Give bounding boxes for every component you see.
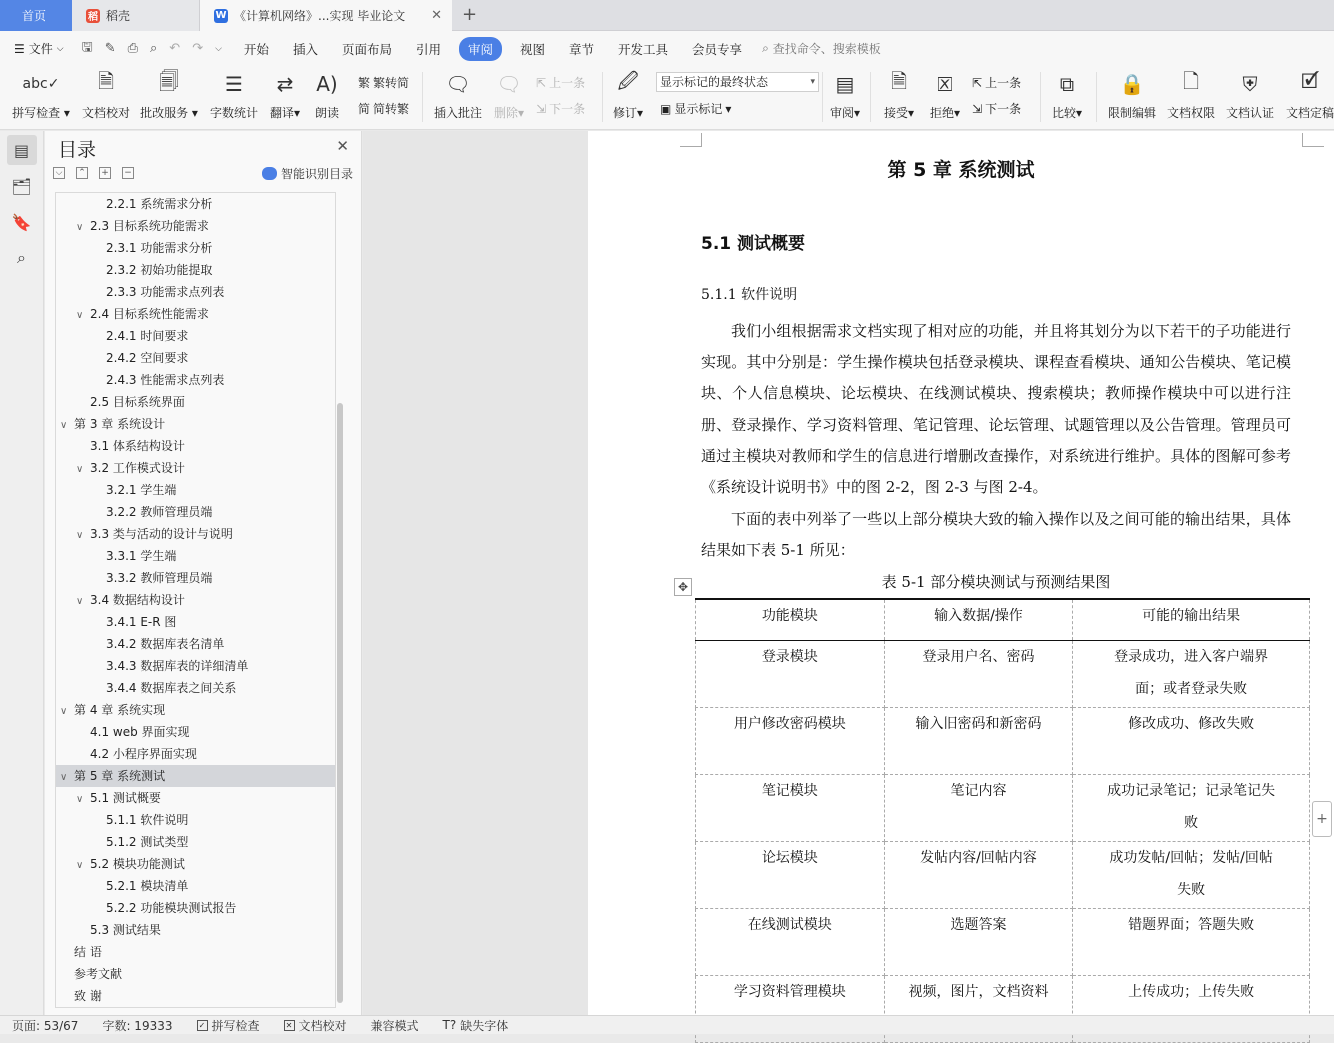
search-icon: ⌕ [762, 41, 769, 55]
doc-proof-button[interactable] [78, 68, 134, 121]
table-header-row [696, 599, 1310, 640]
status-bar [0, 1015, 1334, 1034]
toc-item-label: 2.3.3 功能需求点列表 [106, 285, 225, 299]
prev-comment-button[interactable] [536, 74, 585, 91]
restrict-edit-button[interactable] [1104, 68, 1160, 121]
table-cell: 错题界面；答题失败 [1073, 908, 1310, 975]
menu-review[interactable]: 审阅 [459, 37, 502, 61]
toc-item[interactable] [92, 325, 188, 347]
toc-item[interactable] [92, 281, 224, 303]
prev-change-button[interactable] [972, 74, 1021, 91]
next-comment-label: 下一条 [549, 102, 586, 116]
toc-item-label: 2.5 目标系统界面 [90, 395, 185, 409]
toc-item[interactable] [76, 457, 185, 479]
toc-item-label: 2.4.3 性能需求点列表 [106, 373, 225, 387]
toc-item-label: 3.4.2 数据库表名清单 [106, 637, 225, 651]
toc-item[interactable] [76, 787, 161, 809]
toc-item-label: 2.4.1 时间要求 [106, 329, 189, 343]
table-cell: 学习资料管理模块 [696, 975, 885, 1042]
doc-finalize-button[interactable] [1286, 68, 1334, 121]
compare-label: 比较 [1051, 106, 1076, 120]
chevron-down-icon: ▾ [810, 77, 815, 87]
toc-item[interactable] [92, 237, 212, 259]
ribbon-separator [822, 72, 823, 122]
ribbon-separator [870, 72, 871, 122]
menu-insert[interactable]: 插入 [292, 41, 318, 57]
simp-trad-icon: 简 [358, 102, 371, 116]
smart-toc-label: 智能识别目录 [280, 167, 353, 181]
delete-comment-button[interactable]: 🗨 删除▾ [490, 68, 528, 121]
toc-item-label: 3.4.4 数据库表之间关系 [106, 681, 237, 695]
toc-item[interactable] [92, 655, 248, 677]
doc-auth-button[interactable] [1222, 68, 1278, 121]
toc-item-label: 2.3 目标系统功能需求 [90, 219, 209, 233]
toc-item-label: 3.4 数据结构设计 [90, 593, 185, 607]
hamburger-icon: ☰ [14, 41, 25, 56]
font-icon: T? [442, 1018, 457, 1032]
tab-document-label: 《计算机网络》...实现 毕业论文 [234, 9, 406, 23]
wps-writer-icon: W [215, 10, 227, 21]
accept-label: 接受 [883, 106, 908, 120]
table-cell: 发帖内容/回帖内容 [884, 841, 1073, 908]
toc-item-label: 2.4.2 空间要求 [106, 351, 189, 365]
toc-item[interactable] [92, 193, 212, 215]
doc-auth-label: 文档认证 [1225, 106, 1274, 120]
trad-to-simp-label: 繁转简 [373, 76, 410, 90]
toc-item-label: 结 语 [74, 945, 102, 959]
toc-item[interactable] [92, 809, 188, 831]
toc-item[interactable] [76, 391, 185, 413]
tab-home[interactable] [0, 0, 72, 31]
tab-bar [0, 0, 1334, 31]
toc-item-label: 3.3.2 教师管理员端 [106, 571, 213, 585]
read-aloud-icon: A) [316, 72, 338, 96]
read-aloud-label: 朗读 [314, 106, 339, 120]
prev-change-icon: ⇱ [972, 75, 983, 90]
toc-item-label: 2.4 目标系统性能需求 [90, 307, 209, 321]
toc-item-label: 5.1.1 软件说明 [106, 813, 189, 827]
next-change-button[interactable] [972, 100, 1021, 117]
toc-list [55, 192, 336, 1008]
table-caption: 表 5-1 部分模块测试与预测结果图 [881, 573, 1111, 591]
toc-item[interactable] [60, 963, 122, 985]
toc-item-label: 第 4 章 系统实现 [74, 703, 166, 717]
revise-service-icon: 🗐 [159, 69, 179, 93]
table-cell: 笔记模块 [696, 774, 885, 841]
save-icon[interactable]: 🖫 [81, 39, 93, 55]
chevron-down-icon[interactable]: ∨ [76, 310, 84, 321]
body-paragraph: 下面的表中列举了一些以上部分模块大致的输入操作以及之间可能的输出结果，具体结果如下表 5-1 所见： [701, 510, 1291, 560]
prev-change-label: 上一条 [985, 76, 1022, 90]
track-changes-button[interactable]: 🖉 修订▾ [610, 68, 646, 121]
new-tab-button[interactable]: + [462, 4, 478, 25]
chevron-down-icon[interactable]: ∨ [76, 794, 84, 805]
toc-item-label: 3.3 类与活动的设计与说明 [90, 527, 233, 541]
toc-item[interactable] [92, 369, 224, 391]
toc-item-label: 3.2.2 教师管理员端 [106, 505, 213, 519]
toc-item[interactable] [92, 501, 212, 523]
chevron-down-icon[interactable]: ∨ [76, 596, 84, 607]
page-corner-mark [680, 133, 702, 147]
table-header-cell: 输入数据/操作 [884, 599, 1073, 640]
next-comment-button[interactable] [536, 100, 585, 117]
table-cell: 用户修改密码模块 [696, 707, 885, 774]
chevron-down-icon[interactable]: ∨ [76, 222, 84, 233]
toc-item[interactable] [92, 479, 176, 501]
plus-icon[interactable]: + [99, 167, 111, 179]
toc-item[interactable] [92, 831, 188, 853]
ribbon-separator [422, 72, 423, 122]
ribbon-separator [602, 72, 603, 122]
doc-finalize-label: 文档定稿 [1286, 106, 1334, 120]
toc-item[interactable] [56, 765, 336, 787]
file-menu[interactable] [0, 40, 72, 57]
table-cell: 成功记录笔记；记录笔记失败 [1073, 774, 1310, 841]
toc-item-label: 第 5 章 系统测试 [74, 769, 166, 783]
chevron-down-icon[interactable]: ∨ [60, 420, 68, 431]
daoke-logo-icon: 稻 [86, 9, 100, 23]
page-corner-mark [1302, 133, 1324, 147]
delete-comment-label: 删除 [493, 106, 518, 120]
command-search[interactable] [762, 40, 881, 57]
track-changes-icon: 🖉 [617, 69, 639, 93]
toc-panel-icon[interactable]: ▤ [7, 135, 37, 165]
next-comment-icon: ⇲ [536, 101, 547, 116]
toc-item[interactable] [76, 721, 190, 743]
chapter-nav-icon[interactable]: 🗂 [11, 176, 32, 196]
accept-icon: 🗎 [890, 69, 908, 93]
subsection-heading: 5.1.1 软件说明 [701, 287, 798, 303]
toc-item-label: 5.2.2 功能模块测试报告 [106, 901, 237, 915]
chevron-down-icon[interactable]: ∨ [76, 530, 84, 541]
show-marks-icon: ▣ [660, 101, 672, 116]
word-count-button[interactable] [206, 68, 262, 121]
markup-display-value: 显示标记的最终状态 [660, 75, 769, 89]
toc-item-label: 5.2.1 模块清单 [106, 879, 189, 893]
toc-item-label: 3.1 体系结构设计 [90, 439, 185, 453]
missing-font-button[interactable] [431, 1017, 521, 1034]
quick-access-toolbar [72, 38, 232, 60]
toc-scrollbar[interactable] [337, 403, 343, 1003]
toc-item[interactable] [60, 941, 102, 963]
tab-document[interactable] [200, 0, 452, 31]
revise-service-label: 批改服务 [140, 106, 189, 120]
toc-item[interactable] [60, 413, 165, 435]
side-expand-button[interactable]: + [1312, 801, 1332, 837]
compare-button[interactable]: ⧉ 比较▾ [1048, 68, 1086, 121]
table-cell: 输入旧密码和新密码 [884, 707, 1073, 774]
table-header-cell: 可能的输出结果 [1073, 599, 1310, 640]
chevron-down-icon[interactable]: ∨ [76, 860, 84, 871]
prev-comment-label: 上一条 [549, 76, 586, 90]
toc-item[interactable] [76, 215, 209, 237]
table-row [696, 707, 1310, 774]
smart-toc-button[interactable] [262, 165, 353, 182]
word-count-label: 字数统计 [209, 106, 258, 120]
show-marks-label: 显示标记 [674, 102, 723, 116]
doc-proof-label: 文档校对 [81, 106, 130, 120]
ribbon-separator [1096, 72, 1097, 122]
search-icon[interactable]: ⌕ [17, 248, 26, 267]
spell-check-icon: abc✓ [22, 76, 60, 92]
revise-service-button[interactable]: 🗐 批改服务 ▾ [138, 68, 200, 121]
simp-to-trad-button[interactable] [358, 100, 409, 117]
chevron-down-icon[interactable]: ∨ [76, 464, 84, 475]
table-row [696, 908, 1310, 975]
table-cell: 成功发帖/回帖；发帖/回帖失败 [1073, 841, 1310, 908]
toc-item[interactable] [76, 743, 197, 765]
menu-chapter[interactable]: 章节 [569, 41, 595, 57]
table-cell: 在线测试模块 [696, 908, 885, 975]
insert-comment-label: 插入批注 [433, 106, 482, 120]
toc-item-label: 参考文献 [74, 967, 123, 981]
accept-button[interactable]: 🗎 接受▾ [880, 68, 918, 121]
toc-item-label: 2.2.1 系统需求分析 [106, 197, 213, 211]
collapse-all-icon[interactable]: ⌵ [53, 167, 65, 179]
table-row [696, 774, 1310, 841]
toc-title: 目录 [58, 139, 97, 161]
document-area [363, 131, 1334, 1015]
chevron-down-icon[interactable]: ∨ [60, 772, 68, 783]
doc-proof-icon: 🗎 [97, 69, 115, 93]
table-row [696, 841, 1310, 908]
compare-icon: ⧉ [1059, 72, 1075, 96]
close-icon[interactable]: ✕ [336, 137, 349, 155]
word-count-icon: ☰ [225, 72, 243, 96]
menu-layout[interactable]: 页面布局 [341, 41, 392, 57]
menu-reference[interactable]: 引用 [415, 41, 441, 57]
next-change-label: 下一条 [985, 102, 1022, 116]
toc-item-label: 3.2 工作模式设计 [90, 461, 185, 475]
toc-item[interactable] [92, 611, 176, 633]
toc-item[interactable] [76, 303, 209, 325]
print-icon[interactable]: ⎙ [127, 41, 138, 56]
toc-controls [53, 167, 134, 179]
body-paragraph: 我们小组根据需求文档实现了相对应的功能，并且将其划分为以下若干的子功能进行实现。其中分别是：学生操作模块包括登录模块、课程查看模块、通知公告模块、笔记模块、个人信息模块、论坛模块、在线测试模块、搜索模块；教师操作模块中可以进行注册、登录操作、学习资料管理、笔记管理、论坛管理、试题管理以及公告管理。管理员可通过主模块对教师和学生的信息进行增删改查操作，对系统进行维护。具体的图解可参考《系统设计说明书》中的图 2-2，图 2-3 与图 2-4。 [701, 322, 1291, 497]
prev-comment-icon: ⇱ [536, 75, 547, 90]
finalize-icon: 🗹 [1301, 69, 1319, 93]
customize-icon[interactable]: ⌵ [215, 43, 222, 54]
proof-icon: ✕ [284, 1020, 295, 1031]
toc-item-label: 4.1 web 界面实现 [90, 725, 190, 739]
word-count-indicator[interactable]: 字数: 19333 [102, 1018, 173, 1033]
toc-item[interactable] [92, 897, 236, 919]
restrict-edit-label: 限制编辑 [1107, 106, 1156, 120]
status-proof-label: 文档校对 [298, 1018, 347, 1033]
toc-item[interactable] [92, 545, 176, 567]
document-page[interactable] [588, 131, 1334, 1015]
toc-item-label: 3.3.1 学生端 [106, 549, 177, 563]
toc-item[interactable] [76, 853, 185, 875]
toc-item-label: 致 谢 [74, 989, 102, 1003]
review-pane-button[interactable]: ▤ 审阅▾ [826, 68, 864, 121]
minus-icon[interactable]: − [122, 167, 134, 179]
markup-display-select[interactable] [656, 72, 819, 92]
robot-icon [262, 167, 277, 180]
toc-item[interactable] [76, 919, 161, 941]
translate-button[interactable]: ⇄ 翻译▾ [266, 68, 304, 121]
simp-to-trad-label: 简转繁 [373, 102, 410, 116]
table-cell: 论坛模块 [696, 841, 885, 908]
expand-all-icon[interactable]: ⌃ [76, 167, 88, 179]
table-row [696, 640, 1310, 707]
section-heading: 5.1 测试概要 [701, 234, 806, 254]
table-cell: 登录模块 [696, 640, 885, 707]
chapter-heading: 第 5 章 系统测试 [887, 159, 1035, 181]
tab-home-label: 首页 [22, 9, 47, 23]
doc-rights-label: 文档权限 [1166, 106, 1215, 120]
toc-item[interactable] [92, 875, 188, 897]
toc-panel [45, 131, 362, 1015]
toc-item[interactable] [92, 567, 212, 589]
table-cell: 笔记内容 [884, 774, 1073, 841]
toc-item[interactable] [92, 677, 236, 699]
test-result-table [695, 598, 1310, 1043]
toc-item[interactable] [92, 633, 224, 655]
toc-item-label: 5.1 测试概要 [90, 791, 161, 805]
status-doc-proof[interactable] [272, 1017, 359, 1034]
translate-label: 翻译 [269, 106, 294, 120]
reject-button[interactable]: 🗵 拒绝▾ [926, 68, 964, 121]
format-painter-icon[interactable]: ✎ [104, 41, 116, 56]
table-cell: 视频，图片，文档资料 [884, 975, 1073, 1042]
table-move-handle-icon[interactable]: ✥ [674, 578, 692, 596]
next-change-icon: ⇲ [972, 101, 983, 116]
toc-item[interactable] [92, 347, 188, 369]
read-aloud-button[interactable] [310, 68, 344, 121]
status-spell-check[interactable] [185, 1017, 272, 1034]
reject-icon: 🗵 [937, 72, 953, 96]
toc-item-label: 5.3 测试结果 [90, 923, 161, 937]
missing-font-label: 缺失字体 [460, 1018, 509, 1033]
shield-icon: ⛨ [1242, 72, 1258, 96]
ribbon-separator [1040, 72, 1041, 122]
menu-start[interactable]: 开始 [243, 41, 269, 57]
spell-check-button[interactable]: abc✓ 拼写检查 ▾ [10, 68, 72, 121]
menu-bar [0, 31, 1334, 66]
tab-daoke-label: 稻壳 [106, 9, 131, 23]
redo-icon[interactable]: ↷ [192, 41, 204, 56]
delete-comment-icon: 🗨 [496, 72, 522, 96]
toc-item[interactable] [76, 589, 185, 611]
comment-icon: 🗨 [445, 72, 471, 96]
left-nav-strip [0, 131, 44, 1015]
table-cell: 选题答案 [884, 908, 1073, 975]
chevron-down-icon[interactable]: ∨ [60, 706, 68, 717]
table-cell: 登录成功，进入客户端界面；或者登录失败 [1073, 640, 1310, 707]
file-menu-label: 文件 [28, 42, 53, 56]
trad-to-simp-button[interactable] [358, 74, 409, 91]
toc-item-label: 3.2.1 学生端 [106, 483, 177, 497]
menu-developer[interactable]: 开发工具 [618, 41, 669, 57]
compat-mode: 兼容模式 [370, 1018, 419, 1033]
toc-item-label: 4.2 小程序界面实现 [90, 747, 197, 761]
toc-item-label: 第 3 章 系统设计 [74, 417, 166, 431]
status-spell-label: 拼写检查 [211, 1018, 260, 1033]
toc-item[interactable] [60, 985, 102, 1007]
review-pane-icon: ▤ [835, 72, 855, 96]
toc-item[interactable] [60, 699, 165, 721]
trad-simp-icon: 繁 [358, 76, 371, 90]
toc-item[interactable] [92, 259, 212, 281]
toc-item[interactable] [76, 435, 185, 457]
review-pane-label: 审阅 [829, 106, 854, 120]
toc-item-label: 5.1.2 测试类型 [106, 835, 189, 849]
show-marks-button[interactable]: ▣ 显示标记 ▾ [660, 101, 732, 116]
tab-daoke[interactable] [72, 0, 200, 31]
print-preview-icon[interactable]: ⌕ [150, 41, 158, 56]
table-header-cell: 功能模块 [696, 599, 885, 640]
table-cell: 上传成功；上传失败 [1073, 975, 1310, 1042]
toc-item-label: 2.3.2 初始功能提取 [106, 263, 213, 277]
spell-check-label: 拼写检查 [12, 106, 61, 120]
tab-close-icon[interactable]: ✕ [431, 8, 442, 23]
translate-icon: ⇄ [276, 72, 294, 96]
undo-icon[interactable]: ↶ [169, 41, 181, 56]
lock-icon: 🔒 [1119, 72, 1145, 96]
checkbox-icon: ✓ [197, 1020, 208, 1031]
table-cell: 修改成功、修改失败 [1073, 707, 1310, 774]
page-indicator[interactable]: 页面: 53/67 [12, 1018, 79, 1033]
doc-rights-icon: 🗋 [1182, 69, 1200, 93]
toc-item-label: 3.4.3 数据库表的详细清单 [106, 659, 249, 673]
table-cell: 登录用户名、密码 [884, 640, 1073, 707]
doc-rights-button[interactable] [1164, 68, 1218, 121]
toc-item-label: 3.4.1 E-R 图 [106, 615, 177, 629]
insert-comment-button[interactable] [430, 68, 486, 121]
chevron-down-icon: ⌵ [56, 43, 64, 54]
menu-member[interactable]: 会员专享 [692, 41, 743, 57]
reject-label: 拒绝 [929, 106, 954, 120]
bookmark-icon[interactable]: 🔖 [11, 212, 32, 232]
track-changes-label: 修订 [612, 106, 637, 120]
menu-view[interactable]: 视图 [520, 41, 546, 57]
toc-item-label: 5.2 模块功能测试 [90, 857, 185, 871]
command-search-label: 查找命令、搜索模板 [772, 42, 881, 56]
toc-item[interactable] [76, 523, 233, 545]
toc-item-label: 2.3.1 功能需求分析 [106, 241, 213, 255]
